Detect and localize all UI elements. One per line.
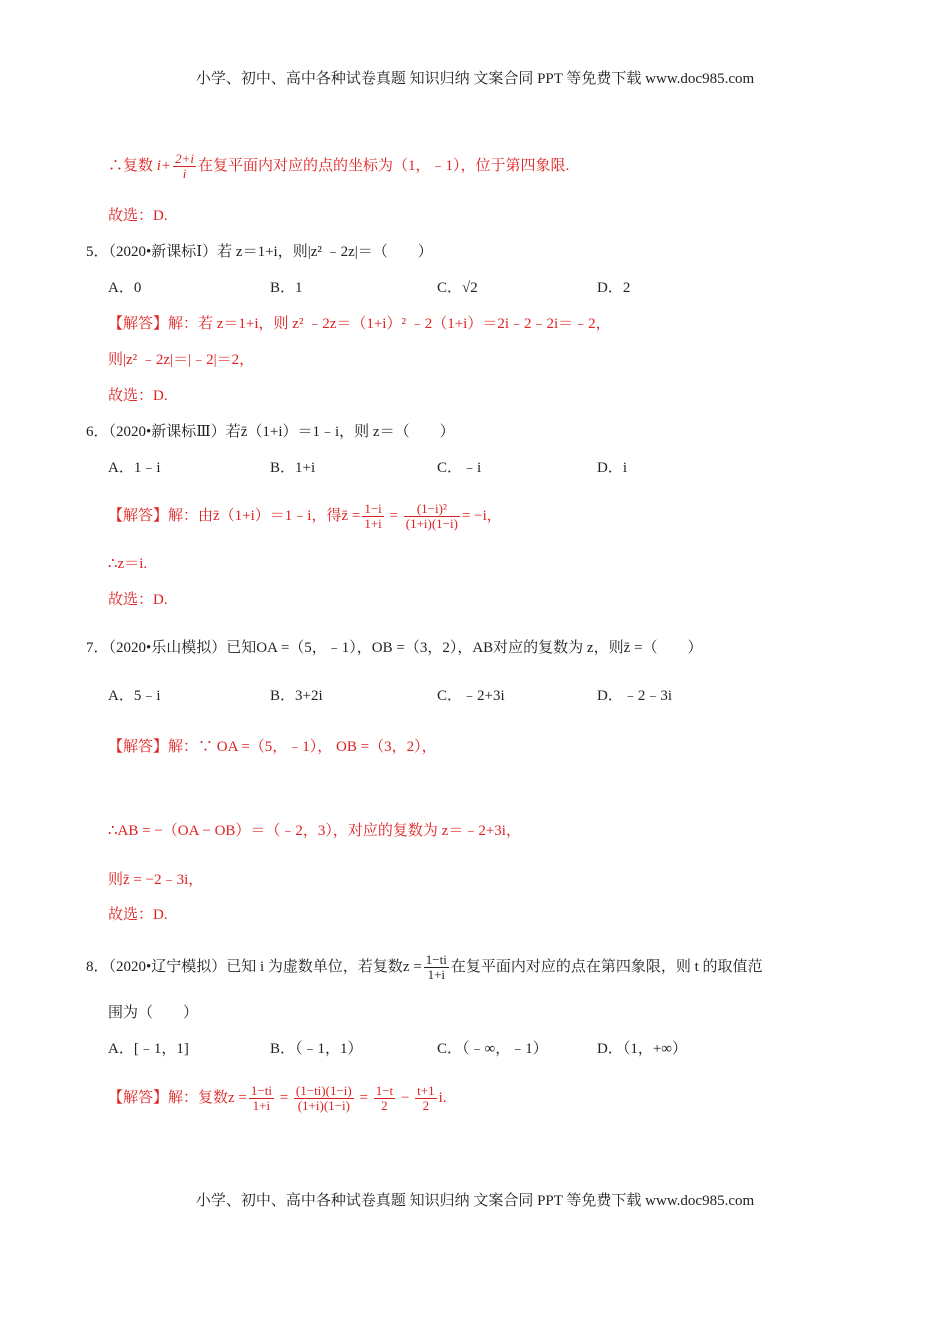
q6-option-c[interactable]: C．﹣i <box>437 460 482 476</box>
prev-choose: 故选：D. <box>108 208 168 224</box>
fraction <box>404 502 460 531</box>
q7-choose: 故选：D. <box>108 907 168 923</box>
q6-option-d[interactable]: D．i <box>597 460 628 476</box>
page-footer: 小学、初中、高中各种试卷真题 知识归纳 文案合同 PPT 等免费下载 www.doc985.com <box>195 1193 755 1209</box>
denominator: 2 <box>381 1098 388 1113</box>
q8-option-d[interactable]: D．（1，+∞） <box>597 1041 687 1057</box>
q5-option-b[interactable]: B．1 <box>270 280 303 296</box>
q5-stem: 5．（2020•新课标Ⅰ）若 z＝1+i，则|z² ﹣2z|＝（ ） <box>86 244 433 260</box>
q8-option-c[interactable]: C．（﹣∞，﹣1） <box>437 1041 548 1057</box>
text: i+ <box>156 157 172 174</box>
fraction <box>424 953 449 982</box>
text: = −i， <box>461 507 502 524</box>
q7-option-c[interactable]: C．﹣2+3i <box>437 688 505 704</box>
text: 【解答】解：复数z = <box>108 1089 247 1106</box>
q5-solution-2: 则|z² ﹣2z|＝|﹣2|＝2， <box>108 352 255 368</box>
text: 【解答】解：由z̄（1+i）＝1﹣i，得z̄ = <box>108 507 361 524</box>
q7-option-b[interactable]: B．3+2i <box>270 688 323 704</box>
q5-option-c[interactable]: C．√2 <box>437 280 478 296</box>
numerator: (1−ti)(1−i) <box>295 1083 352 1098</box>
q8-option-b[interactable]: B．（﹣1，1） <box>270 1041 363 1057</box>
fraction <box>362 502 383 531</box>
q6-option-b[interactable]: B．1+i <box>270 460 316 476</box>
denominator: 1+i <box>427 967 446 982</box>
denominator: 1+i <box>252 1098 271 1113</box>
q6-option-a[interactable]: A．1﹣i <box>108 460 161 476</box>
text: ∴复数 <box>108 157 157 174</box>
text: i. <box>438 1089 447 1106</box>
fraction <box>173 152 196 181</box>
numerator: 1−i <box>364 501 382 516</box>
q8-stem <box>86 953 763 982</box>
fraction <box>249 1084 274 1113</box>
text: 在复平面内对应的点的坐标为（1，﹣1），位于第四象限. <box>197 157 570 174</box>
denominator: (1+i)(1−i) <box>405 516 458 531</box>
q5-option-a[interactable]: A．0 <box>108 280 142 296</box>
q7-solution-2: ∴AB = −（OA − OB）＝（﹣2，3），对应的复数为 z＝﹣2+3i， <box>108 823 521 839</box>
fraction <box>374 1084 395 1113</box>
denominator: (1+i)(1−i) <box>297 1098 350 1113</box>
page-header: 小学、初中、高中各种试卷真题 知识归纳 文案合同 PPT 等免费下载 www.doc985.com <box>195 71 755 87</box>
q6-solution-1: 【解答】解：由z̄（1+i）＝1﹣i，得z̄ = $\frac{1-i}{1+i}$ = $\frac{\text{(1−i)²}}{(1+i)(1-i)}$ = −i， <box>108 501 502 531</box>
q8-solution: 【解答】解：复数z = $\frac{1-ti}{1+i}$ = $\frac{(1-ti)(1-i)}{(1+i)(1-i)}$ = $\frac{1-t}{2}$ − $\frac{t+1}{2}$ i. <box>108 1083 447 1113</box>
text: 8．（2020•辽宁模拟）已知 i 为虚数单位，若复数z = <box>86 958 422 975</box>
numerator: 1−ti <box>425 952 447 967</box>
q6-stem: 6．（2020•新课标Ⅲ）若z̄（1+i）＝1﹣i，则 z＝（ ） <box>86 424 455 440</box>
q7-option-a[interactable]: A．5﹣i <box>108 688 161 704</box>
q8-option-a[interactable]: A．[﹣1，1] <box>108 1041 189 1057</box>
denominator: 1+i <box>364 516 382 531</box>
q5-choose: 故选：D. <box>108 388 168 404</box>
fraction <box>294 1084 354 1113</box>
prev-conclusion <box>108 152 569 181</box>
q8-stem-cont: 围为（ ） <box>108 1005 199 1021</box>
q5-solution-1: 【解答】解：若 z＝1+i，则 z² ﹣2z＝（1+i）² ﹣2（1+i）＝2i﹣2﹣2i＝﹣2， <box>108 316 611 332</box>
q5-option-d[interactable]: D．2 <box>597 280 631 296</box>
q7-stem: 7．（2020•乐山模拟）已知OA =（5，﹣1），OB =（3，2），AB对应的复数为 z，则z̄ =（ ） <box>86 640 703 656</box>
numerator: 2+i <box>175 151 194 166</box>
numerator: 1−ti <box>250 1083 272 1098</box>
q7-solution-1: 【解答】解：∵ OA =（5，﹣1）， OB =（3，2）， <box>108 739 437 755</box>
numerator: 1−t <box>375 1083 394 1098</box>
numerator: (1−i)² <box>404 502 460 517</box>
q6-solution-2: ∴z＝i. <box>108 556 148 572</box>
numerator: t+1 <box>417 1083 435 1098</box>
q7-option-d[interactable]: D．﹣2﹣3i <box>597 688 673 704</box>
fraction <box>415 1084 436 1113</box>
q7-solution-3: 则z̄ = −2﹣3i， <box>108 872 204 888</box>
text: 在复平面内对应的点在第四象限，则 t 的取值范 <box>450 958 763 975</box>
denominator: 2 <box>422 1098 430 1113</box>
denominator: i <box>182 166 187 181</box>
q6-choose: 故选：D. <box>108 592 168 608</box>
